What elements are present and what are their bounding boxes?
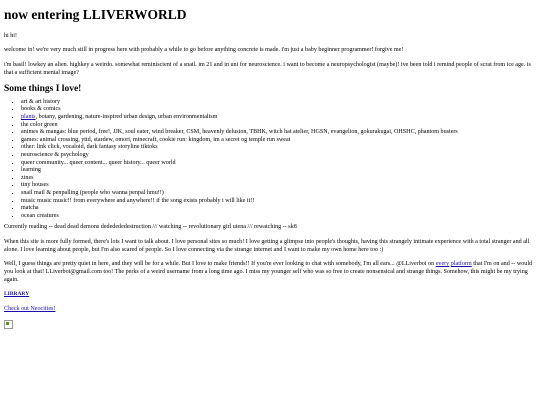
loves-list xyxy=(4,99,536,221)
every-link[interactable]: every xyxy=(435,261,450,268)
list-item: • neuroscience & psychology xyxy=(21,152,536,160)
list-item: • ocean creatures xyxy=(21,213,536,221)
page-title: now entering LLIVERWORLD xyxy=(4,7,187,22)
broken-image-icon xyxy=(4,320,13,329)
list-item: • animes & mangas: blue period, free!, JJK, soul eater, wind breaker, CSM, heavenly delusion, TBHK, witch hat atelier, HGSN, evangelion, gokurakugai, OHSHC, phantom busters xyxy=(21,129,536,137)
list-item: • snail mail & penpalling (people who wanna penpal hmu!!) xyxy=(21,190,536,198)
loves-heading: Some things I love! xyxy=(4,84,82,95)
list-item: • zines xyxy=(21,175,536,183)
list-item: • plants, botany, gardening, nature-inspired urban design, urban environmentalism xyxy=(21,114,536,122)
list-item: • tiny houses xyxy=(21,182,536,190)
closing-paragraph: Well, I guess things are pretty quiet in here, and they will be for a while. But I love to make friends!! If you're ever looking to chat with somebody, I'm all ears... @LLiverboi on every platform that I'm on and -- would you look at that! LLiverboi@gmail.com too! The perks of a weird username from a long time ago. I miss my younger self who was so free to create nonsensical and strange things. Somehow, this might be my trying again. xyxy=(4,261,533,283)
plants-link[interactable]: plants xyxy=(21,113,36,120)
list-item: • other: link click, vocaloid, dark fantasy storyline tiktoks xyxy=(21,144,536,152)
list-item: • books & comics xyxy=(21,106,536,114)
library-link[interactable]: LIBRARY xyxy=(4,291,30,298)
about-paragraph: i'm basil! lowkey an alien. highkey a weirdo. somewhat reminiscient of a snail. im 21 and in uni for neuroscience. i want to become a neuropsychologist (maybe)! ive been told i remind people of scrat from ice age. is that a sufficient mental image? xyxy=(4,62,531,76)
list-item: • queer community... queer content... queer history... queer world xyxy=(21,160,536,168)
list-item: • games: animal crossing, yttd, stardew, omori, minecraft, cookie run: kingdom, im a secret og temple run sweat xyxy=(21,137,536,145)
platform-link[interactable]: platform xyxy=(450,261,472,268)
neocities-link[interactable]: Check out Neocities! xyxy=(4,305,56,312)
list-item: • matcha xyxy=(21,205,536,213)
list-item: • art & art history xyxy=(21,99,536,107)
intro-paragraph: welcome in! we're very much still in progress here with probably a while to go before anything concrete is made. i'm just a baby beginner programmer! forgive me! xyxy=(4,47,404,54)
greeting-text: hi hi! xyxy=(4,32,18,39)
currently-text: Currently reading -- dead dead demons dededededestruction /// watching -- revolutionary girl utena /// rewatching -- sk8 xyxy=(4,224,297,231)
formed-paragraph: When this site is more fully formed, there's lots I want to talk about. I love personal sites so much! I love getting a glimpse into people's thoughts, having this strangely intimate experience with a total stranger and all alone. I love learning about people, but I'm also scared of people. So I love connecting via the strange internet and I want to make my own home here too :) xyxy=(4,239,530,253)
list-item: • music music music!! from everywhere and anywhere!! if the song exists probably i will like it!! xyxy=(21,198,536,206)
list-item: • the color green xyxy=(21,122,536,130)
list-item: • learning xyxy=(21,167,536,175)
